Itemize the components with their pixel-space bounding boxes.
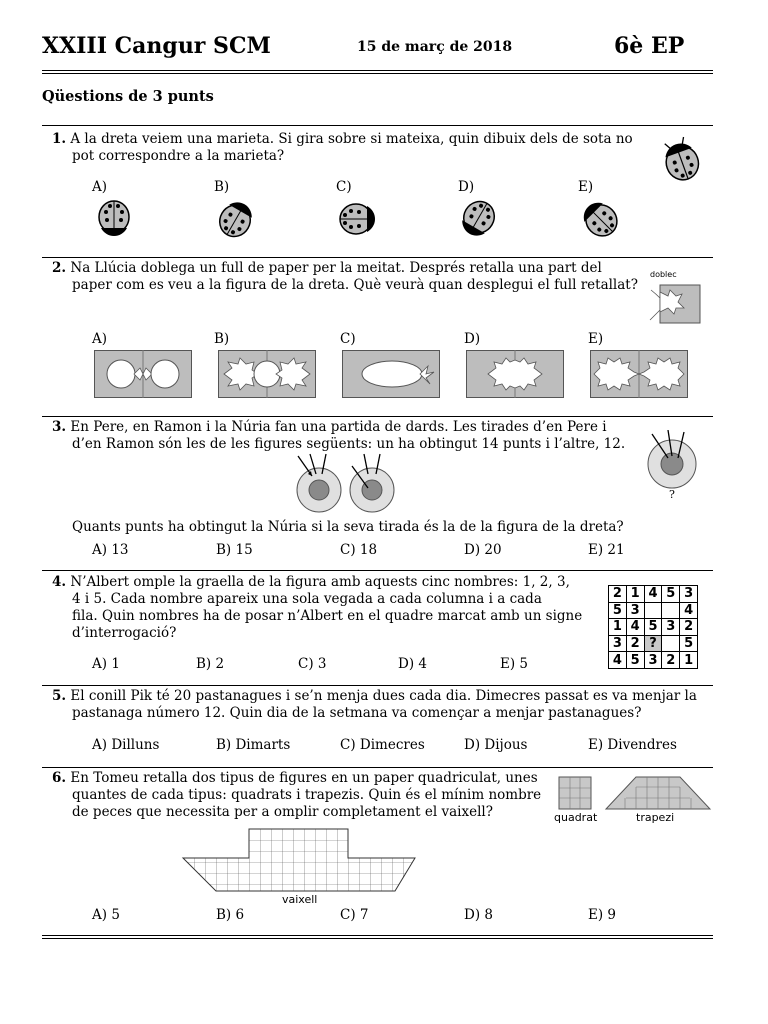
option-e[interactable]: E) Divendres bbox=[588, 737, 677, 753]
option-b[interactable]: B) 2 bbox=[196, 656, 225, 672]
option-c[interactable]: C) 7 bbox=[340, 907, 369, 923]
exam-date: 15 de març de 2018 bbox=[357, 39, 513, 55]
grid-row: 4 5 3 2 1 bbox=[609, 652, 698, 669]
ladybug-reference-icon bbox=[660, 136, 704, 184]
question-number: 3. bbox=[52, 419, 67, 435]
grid-row: 2 1 4 5 3 bbox=[609, 586, 698, 603]
question-number: 4. bbox=[52, 574, 67, 590]
option-e[interactable]: E) 9 bbox=[588, 907, 617, 923]
fold-label: doblec bbox=[650, 270, 677, 279]
question-separator bbox=[42, 416, 713, 417]
question-separator bbox=[42, 257, 713, 258]
option-c[interactable]: C) 18 bbox=[340, 542, 378, 558]
paper-option-d-figure bbox=[466, 350, 564, 398]
number-grid bbox=[608, 585, 698, 669]
question-4-text: 4. N’Albert omple la graella de la figura amb aquests cinc nombres: 1, 2, 3, 4 i 5. Cada nombre apareix una sola vegada a cada columna i a cada fila. Quin nombres ha de posar n’Albert en el quadre marcat amb un signe d’interrogació? bbox=[52, 574, 583, 641]
option-a[interactable]: A) Dilluns bbox=[92, 737, 160, 753]
exam-title: XXIII Cangur SCM bbox=[42, 33, 271, 59]
option-c[interactable]: C) bbox=[340, 331, 356, 347]
option-e[interactable]: E) 21 bbox=[588, 542, 625, 558]
question-number: 2. bbox=[52, 260, 67, 276]
grid-row: 5 3 4 bbox=[609, 602, 698, 619]
header-rule-bottom bbox=[42, 73, 713, 74]
paper-option-c-figure bbox=[342, 350, 440, 398]
footer-rule-top bbox=[42, 935, 713, 936]
ladybug-option-e-icon bbox=[578, 196, 622, 242]
paper-option-e-figure bbox=[590, 350, 688, 398]
question-number: 6. bbox=[52, 770, 67, 786]
option-d[interactable]: D) 20 bbox=[464, 542, 502, 558]
option-a[interactable]: A) bbox=[92, 331, 108, 347]
option-c[interactable]: C) bbox=[336, 179, 352, 195]
dartboards-figure bbox=[292, 452, 402, 514]
option-a[interactable]: A) 1 bbox=[92, 656, 120, 672]
option-e[interactable]: E) bbox=[588, 331, 604, 347]
question-2-text: 2. Na Llúcia doblega un full de paper per la meitat. Després retalla una part del paper com es veu a la figura de la dreta. Què veurà quan desplegui el full retallat? bbox=[52, 260, 638, 293]
option-d[interactable]: D) bbox=[464, 331, 481, 347]
ship-figure bbox=[180, 828, 420, 894]
question-separator bbox=[42, 767, 713, 768]
question-separator bbox=[42, 125, 713, 126]
section-title: Qüestions de 3 punts bbox=[42, 88, 214, 105]
footer-rule-bottom bbox=[42, 938, 713, 939]
question-6-text: 6. En Tomeu retalla dos tipus de figures en un paper quadriculat, unes quantes de cada tipus: quadrats i trapezis. Quin és el mínim nombre de peces que necessita per a omplir completament el vaixell? bbox=[52, 770, 542, 820]
question-3-prompt: Quants punts ha obtingut la Núria si la seva tirada és la de la figura de la dreta? bbox=[72, 519, 624, 535]
option-e[interactable]: E) 5 bbox=[500, 656, 529, 672]
question-1-text: 1. A la dreta veiem una marieta. Si gira sobre si mateixa, quin dibuix dels de sota no pot correspondre a la marieta? bbox=[52, 131, 633, 164]
ladybug-option-b-icon bbox=[214, 196, 258, 242]
ladybug-option-a-icon bbox=[92, 196, 136, 242]
option-d[interactable]: D) 4 bbox=[398, 656, 427, 672]
nuria-unknown-label: ? bbox=[669, 488, 675, 501]
paper-option-a-figure bbox=[94, 350, 192, 398]
grid-row: 3 2 ? 5 bbox=[609, 635, 698, 652]
ladybug-option-d-icon bbox=[456, 196, 500, 242]
question-number: 1. bbox=[52, 131, 67, 147]
question-3-text: 3. En Pere, en Ramon i la Núria fan una partida de dards. Les tirades d’en Pere i d’en Ramon són les de les figures següents: un ha obtingut 14 punts i l’altre, 12. bbox=[52, 419, 626, 452]
trapezoid-piece-figure bbox=[602, 776, 714, 812]
folded-paper-figure bbox=[648, 280, 704, 326]
ladybug-option-c-icon bbox=[336, 196, 380, 242]
nuria-dartboard-figure bbox=[644, 430, 700, 492]
option-b[interactable]: B) bbox=[214, 179, 230, 195]
question-mark-cell: ? bbox=[644, 635, 662, 652]
option-c[interactable]: C) Dimecres bbox=[340, 737, 425, 753]
option-a[interactable]: A) 13 bbox=[92, 542, 129, 558]
option-b[interactable]: B) 6 bbox=[216, 907, 245, 923]
option-d[interactable]: D) 8 bbox=[464, 907, 493, 923]
option-e[interactable]: E) bbox=[578, 179, 594, 195]
square-piece-figure bbox=[558, 776, 594, 812]
option-a[interactable]: A) 5 bbox=[92, 907, 120, 923]
option-d[interactable]: D) Dijous bbox=[464, 737, 528, 753]
option-b[interactable]: B) 15 bbox=[216, 542, 253, 558]
question-separator bbox=[42, 685, 713, 686]
question-number: 5. bbox=[52, 688, 67, 704]
option-c[interactable]: C) 3 bbox=[298, 656, 327, 672]
question-separator bbox=[42, 570, 713, 571]
option-b[interactable]: B) bbox=[214, 331, 230, 347]
grid-row: 1 4 5 3 2 bbox=[609, 619, 698, 636]
question-5-text: 5. El conill Pik té 20 pastanagues i se’n menja dues cada dia. Dimecres passat es va menjar la pastanaga número 12. Quin dia de la setmana va començar a menjar pastanagues? bbox=[52, 688, 697, 721]
square-label: quadrat bbox=[554, 811, 598, 824]
option-b[interactable]: B) Dimarts bbox=[216, 737, 291, 753]
option-a[interactable]: A) bbox=[92, 179, 108, 195]
paper-option-b-figure bbox=[218, 350, 316, 398]
exam-level: 6è EP bbox=[614, 33, 685, 59]
option-d[interactable]: D) bbox=[458, 179, 475, 195]
ship-label: vaixell bbox=[282, 893, 318, 906]
header-rule-top bbox=[42, 70, 713, 71]
trapezoid-label: trapezi bbox=[636, 811, 675, 824]
